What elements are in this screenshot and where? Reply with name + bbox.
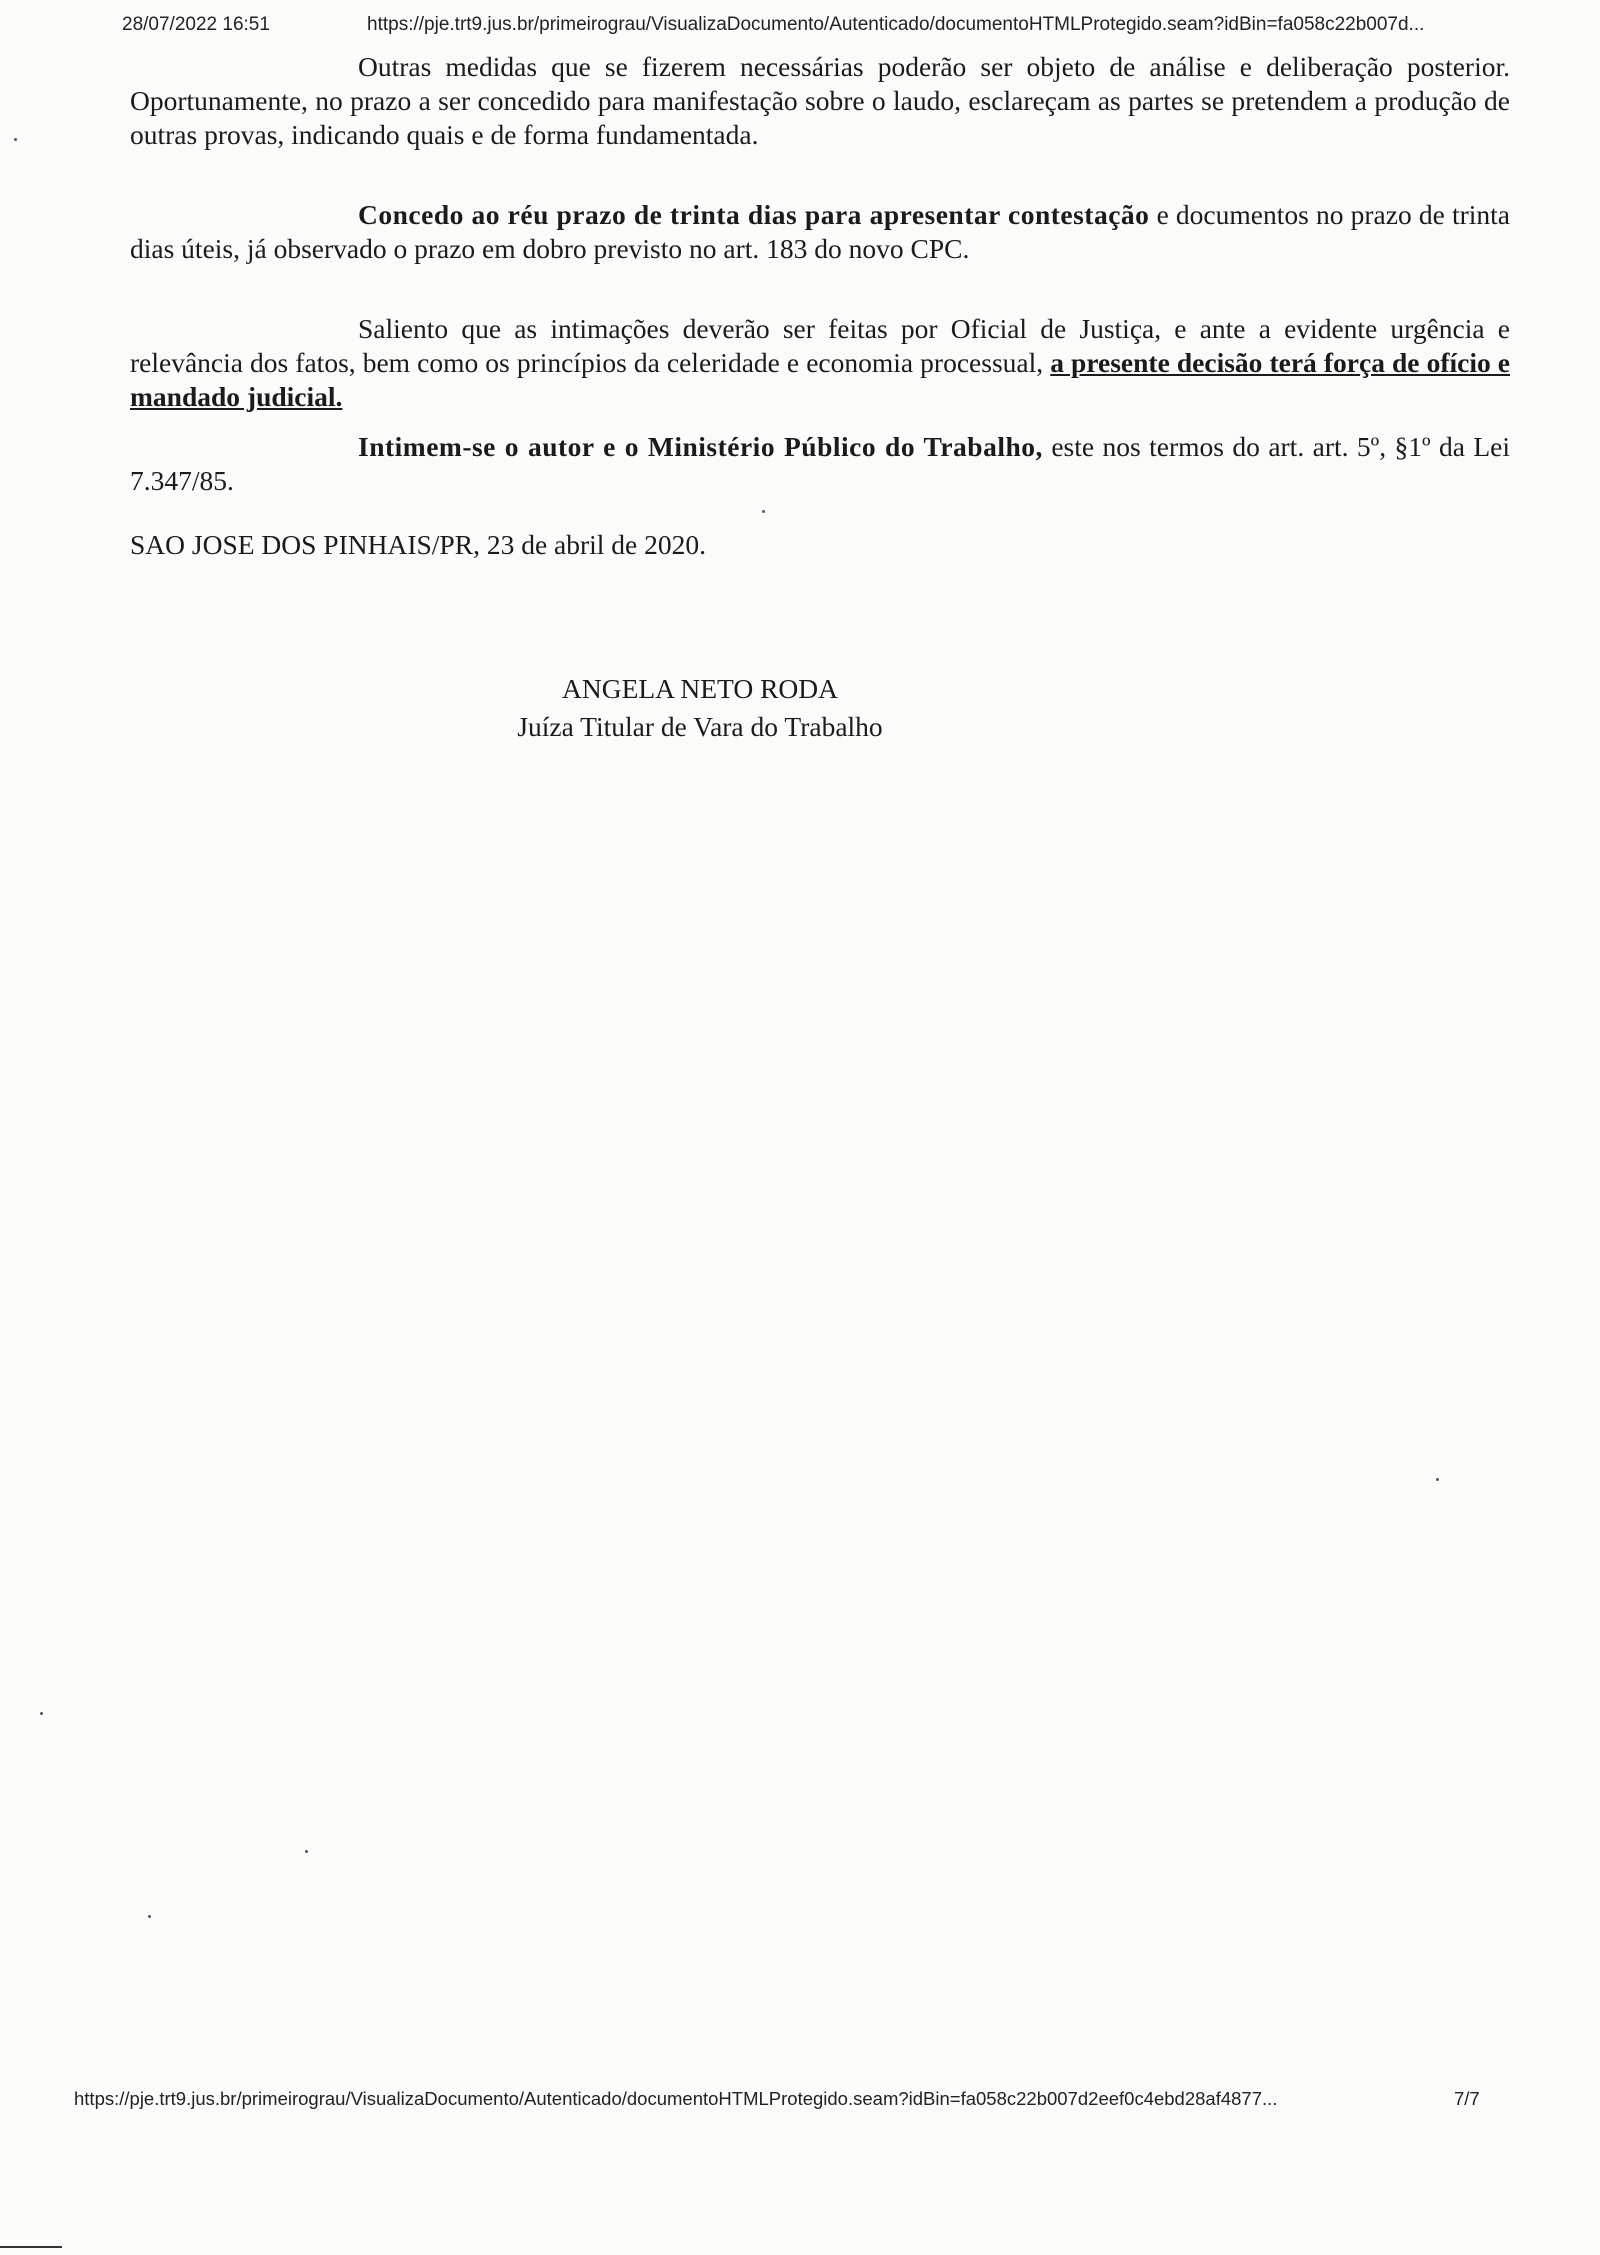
- scan-speck: [40, 1712, 43, 1715]
- paragraph-other-measures-text: Outras medidas que se fizerem necessárias poderão ser objeto de análise e deliberação posterior. Oportunamente, no prazo a ser concedido para manifestação sobre o laudo, esclareçam as partes se pretendem a produção de outras provas, indicando quais e de forma fundamentada.: [130, 51, 1510, 150]
- scan-speck: [762, 510, 765, 513]
- intimation-rest-text: este nos termos do art. art. 5º, §1º da Lei 7.347/85.: [130, 431, 1510, 496]
- signature-block: [130, 670, 1270, 746]
- contestation-bold-text: Concedo ao réu prazo de trinta dias para apresentar contestação: [358, 199, 1150, 230]
- print-header: [122, 14, 1542, 50]
- intimation-bold-text: Intimem-se o autor e o Ministério Público do Trabalho,: [358, 431, 1043, 462]
- page-number: 7/7: [1454, 2088, 1480, 2109]
- notification-underlined-text: a presente decisão terá força de ofício e mandado judicial.: [130, 347, 1511, 412]
- footer-url: https://pje.trt9.jus.br/primeirograu/VisualizaDocumento/Autenticado/documentoHTMLProtegido.seam?idBin=fa058c22b007d2eef0c4ebd28af4877...: [74, 2088, 1278, 2109]
- paragraph-notification: [130, 312, 1510, 414]
- notification-text: Saliento que as intimações deverão ser feitas por Oficial de Justiça, e ante a evidente urgência e relevância dos fatos, bem como os princípios da celeridade e economia processual,: [130, 313, 1510, 378]
- scan-speck: [148, 1915, 151, 1918]
- print-url: https://pje.trt9.jus.br/primeirograu/VisualizaDocumento/Autenticado/documentoHTMLProtegido.seam?idBin=fa058c22b007d...: [367, 14, 1425, 35]
- scan-speck: [305, 1850, 308, 1853]
- paragraph-contestation-deadline: [130, 198, 1510, 266]
- scan-edge-mark: [0, 2246, 62, 2248]
- paragraph-other-measures: [130, 50, 1510, 152]
- scan-speck: [14, 138, 17, 141]
- print-datetime: 28/07/2022 16:51: [122, 14, 270, 35]
- signer-title: Juíza Titular de Vara do Trabalho: [517, 711, 883, 742]
- contestation-rest-text: e documentos no prazo de trinta dias úteis, já observado o prazo em dobro previsto no art. 183 do novo CPC.: [130, 199, 1510, 264]
- paragraph-intimation: [130, 430, 1510, 498]
- signer-name: ANGELA NETO RODA: [561, 673, 838, 704]
- dateline: SAO JOSE DOS PINHAIS/PR, 23 de abril de 2020.: [130, 529, 706, 560]
- scan-speck: [1436, 1478, 1439, 1481]
